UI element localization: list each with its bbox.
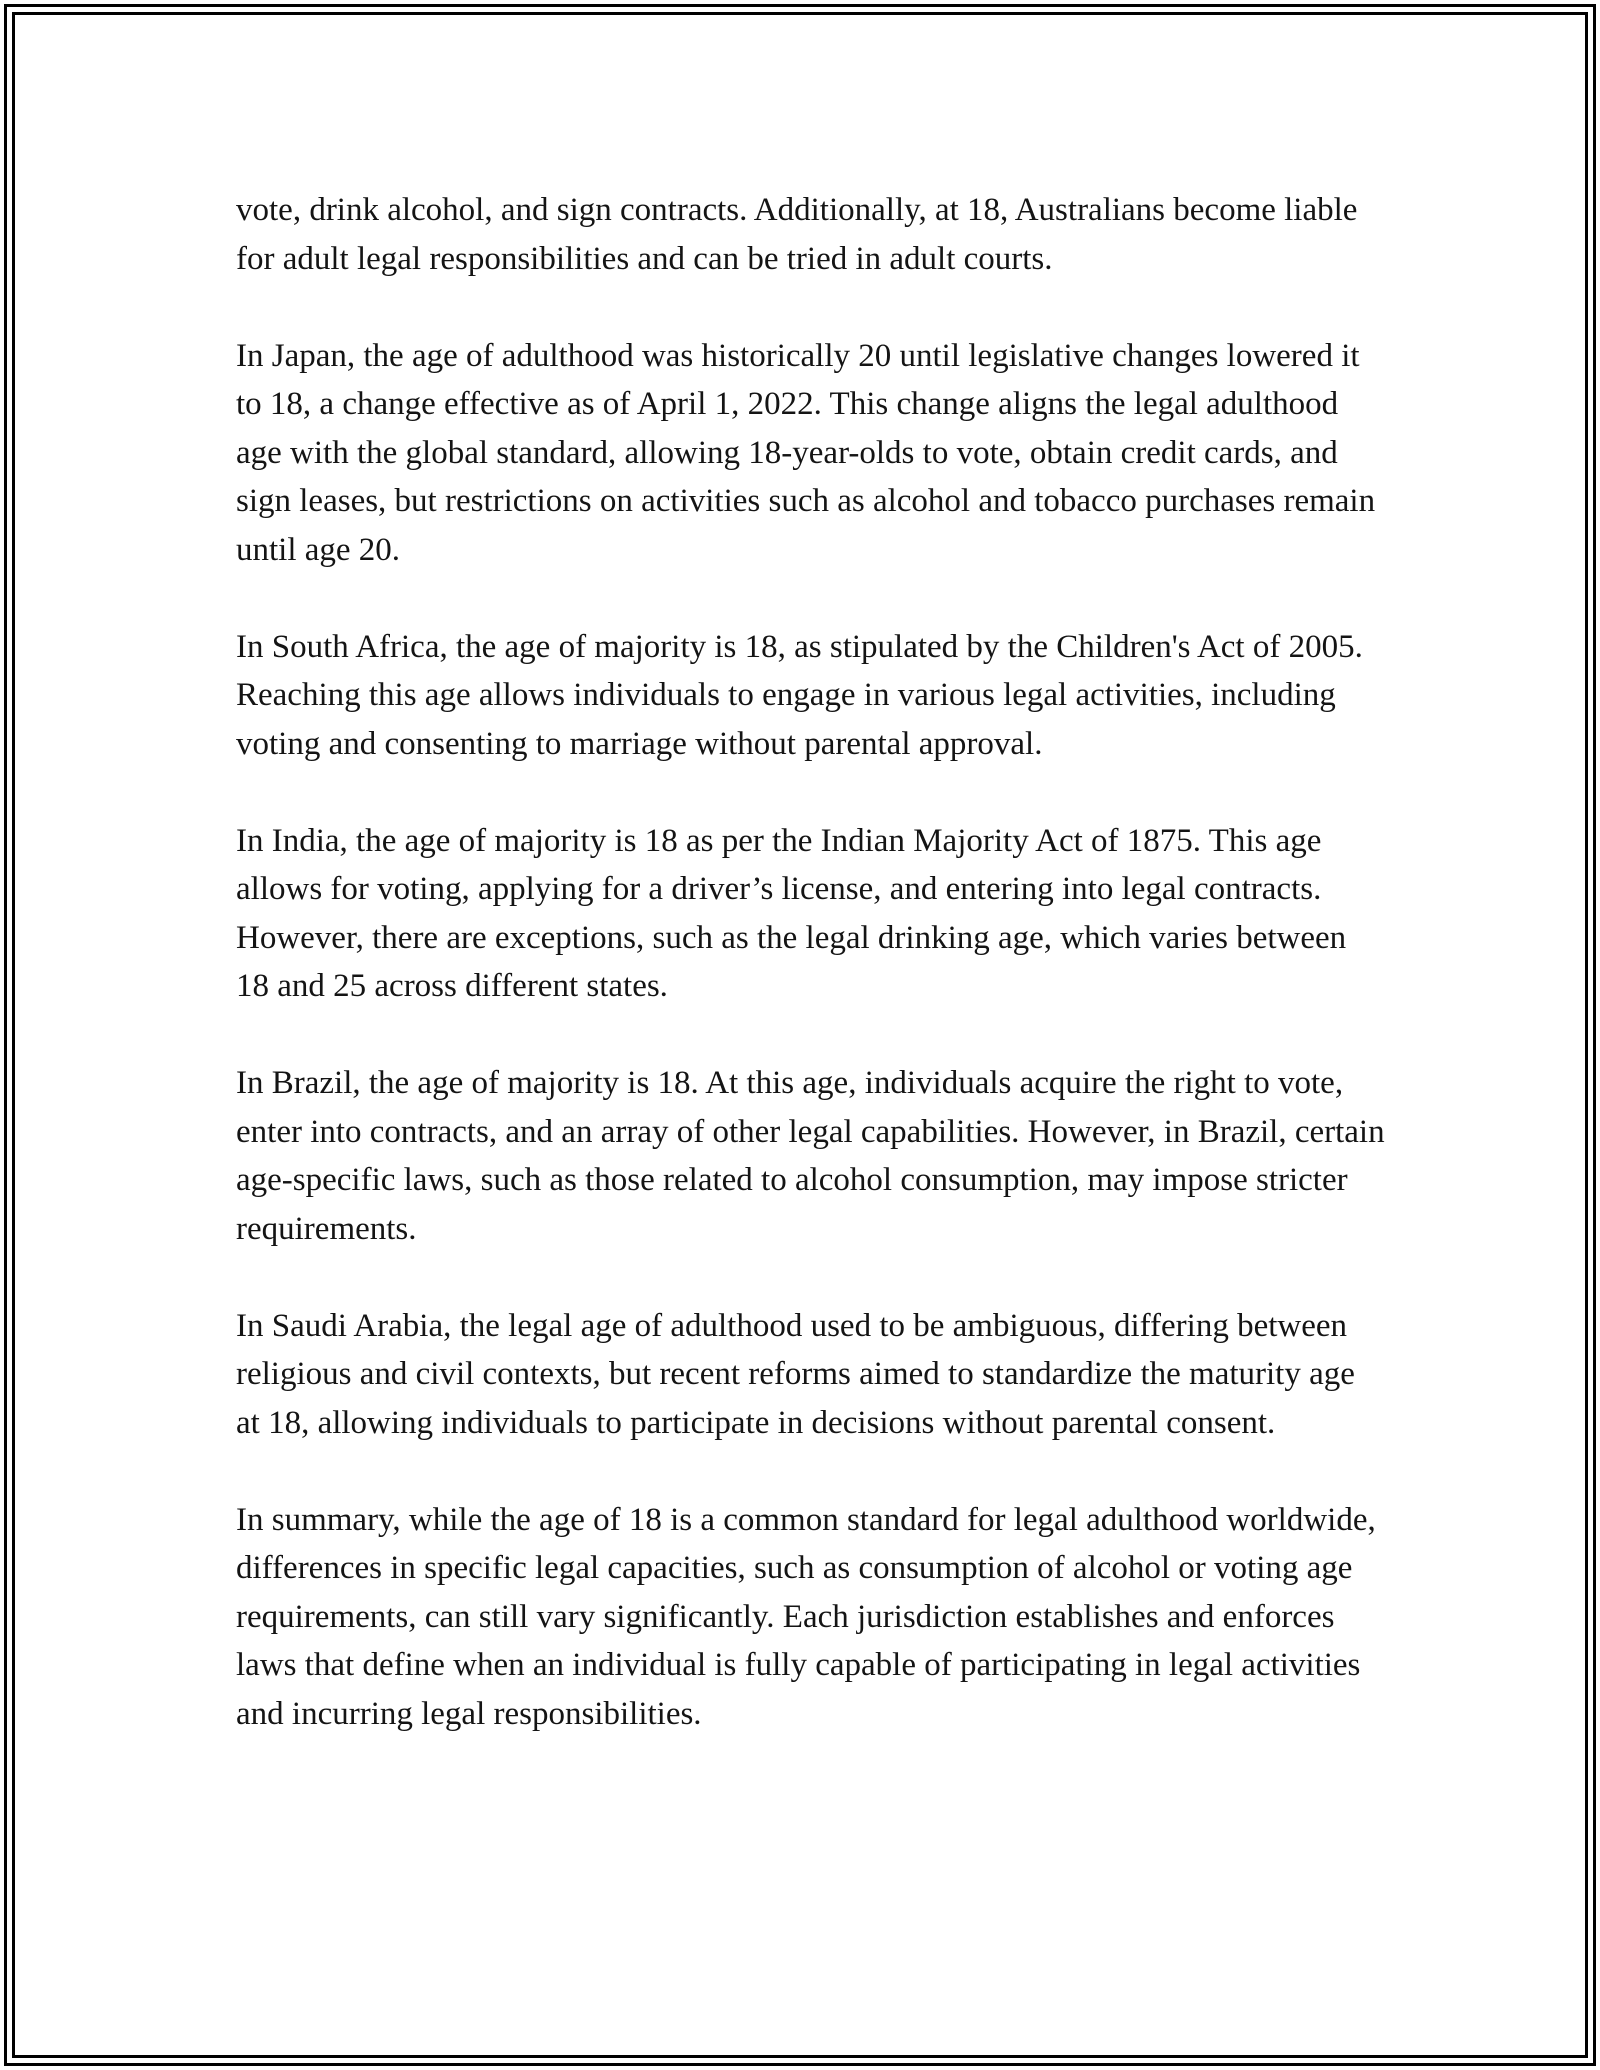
paragraph-brazil: In Brazil, the age of majority is 18. At this age, individuals acquire the right to vote, enter into contracts, and an array of other legal capabilities. However, in Brazil, certain age-specific laws, such as those related to alcohol consumption, may impose stricter requirements. (236, 1065, 1385, 1247)
paragraph-india: In India, the age of majority is 18 as per the Indian Majority Act of 1875. This age allows for voting, applying for a driver’s license, and entering into legal contracts. However, there are exceptions, such as the legal drinking age, which varies between 18 and 25 across different states. (236, 822, 1347, 1004)
document-body (236, 186, 1386, 1787)
paragraph-australia-continued: vote, drink alcohol, and sign contracts. Additionally, at 18, Australians become liable for adult legal responsibilities and can be tried in adult courts. (236, 192, 1358, 277)
paragraph-saudi-arabia: In Saudi Arabia, the legal age of adulthood used to be ambiguous, differing between religious and civil contexts, but recent reforms aimed to standardize the maturity age at 18, allowing individuals to participate in decisions without parental consent. (236, 1307, 1355, 1441)
paragraph-summary: In summary, while the age of 18 is a common standard for legal adulthood worldwide, differences in specific legal capacities, such as consumption of alcohol or voting age requirements, can still vary significantly. Each jurisdiction establishes and enforces laws that define when an individual is fully capable of participating in legal activities and incurring legal responsibilities. (236, 1501, 1376, 1732)
paragraph-japan: In Japan, the age of adulthood was historically 20 until legislative changes lowered it to 18, a change effective as of April 1, 2022. This change aligns the legal adulthood age with the global standard, allowing 18-year-olds to vote, obtain credit cards, and sign leases, but restrictions on activities such as alcohol and tobacco purchases remain until age 20. (236, 337, 1376, 568)
paragraph-south-africa: In South Africa, the age of majority is 18, as stipulated by the Children's Act of 2005. Reaching this age allows individuals to engage in various legal activities, including voting and consenting to marriage without parental approval. (236, 628, 1363, 762)
